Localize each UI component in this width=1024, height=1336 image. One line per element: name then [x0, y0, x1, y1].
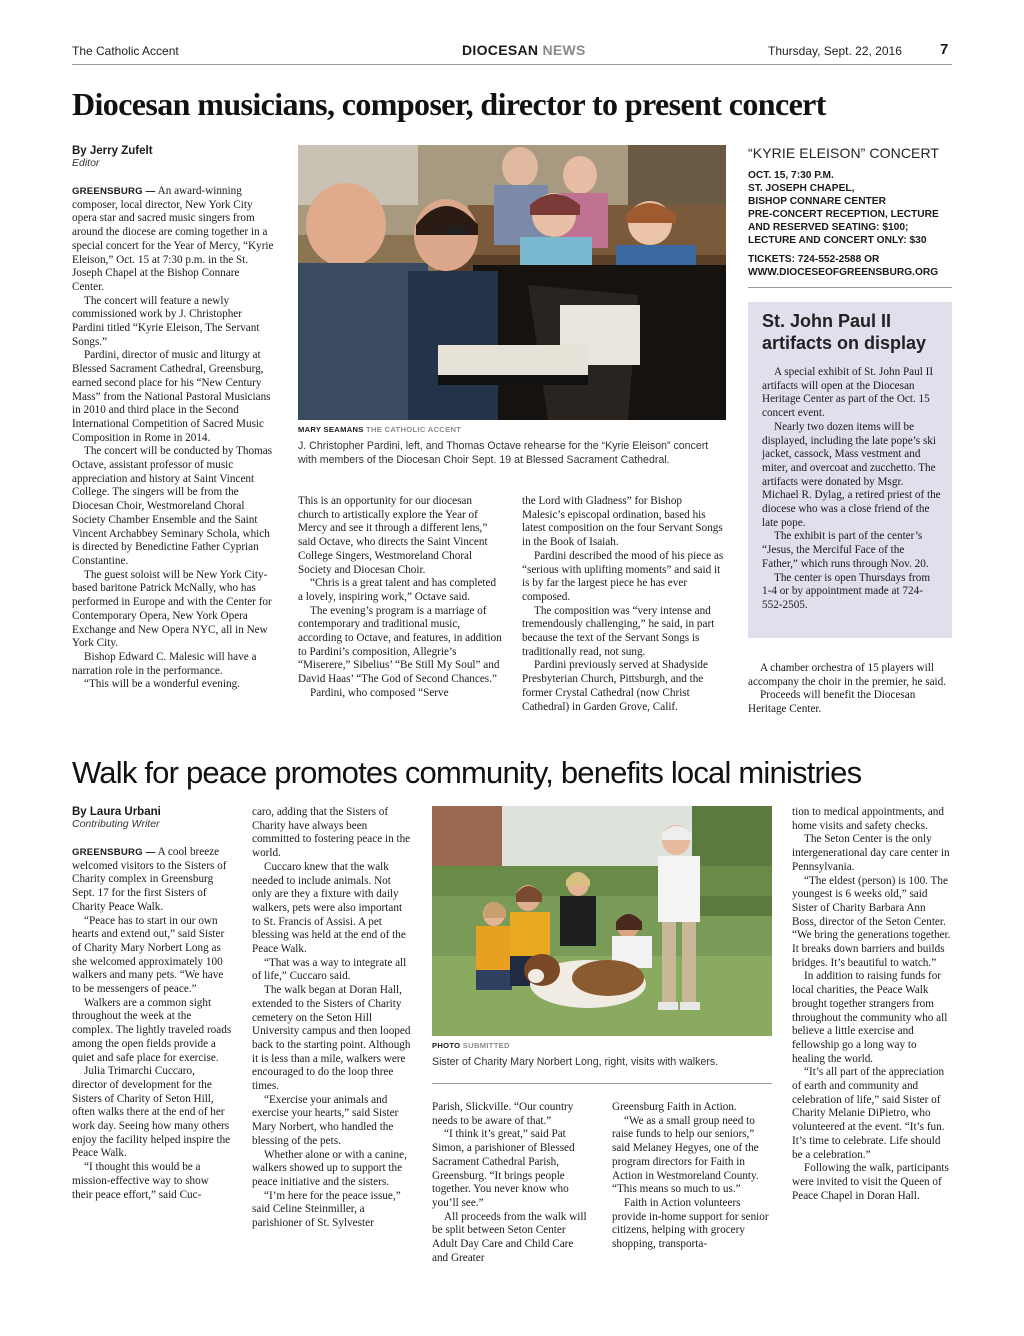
story2-paragraph: “Exercise your animals and exercise your hearts,” said Sister Mary Norbert, who handled the blessing of the pets.: [252, 1093, 399, 1147]
story2-paragraph: Julia Trimarchi Cuccaro, director of development for the Sisters of Charity of Seton Hill, often walks there at the end of her work day. Seeing how many others enjoy the facility helped inspire the Peace Walk.: [72, 1065, 231, 1160]
story2-photo-caption: Sister of Charity Mary Norbert Long, right, visits with walkers.: [432, 1056, 719, 1068]
concert-tickets-url: WWW.DIOCESEOFGREENSBURG.ORG: [748, 267, 939, 278]
story1-paragraph: The concert will be conducted by Thomas Octave, assistant professor of music appreciation and history at Saint Vincent College. The singers will be from the Diocesan Choir, Westmoreland Choral Society Chamber Ensemble and the Saint Vincent Archabbey Seminary Schola, which is directed by Benedictine Father Cyprian Constantine.: [72, 445, 273, 567]
artifacts-sidebar: [748, 302, 952, 638]
story1-photo-credit: [298, 425, 461, 434]
sidebar-paragraph: The exhibit is part of the center’s “Jesus, the Merciful Face of the Father,” which runs through Nov. 20.: [762, 530, 929, 570]
story2-paragraph: “Peace has to start in our own hearts and extend out,” said Sister of Charity Mary Norbert Long as she welcomed approximately 100 walkers and many pets. “We have to be messengers of peace.”: [72, 914, 225, 996]
story2-byline: [72, 806, 232, 830]
story2-paragraph: Whether alone or with a canine, walkers showed up to support the peace initiative and the sisters.: [252, 1148, 407, 1188]
story1-paragraph: the Lord with Gladness” for Bishop Malesic’s episcopal ordination, based his latest composition on the four Servant Songs in the Book of Isaiah.: [522, 495, 723, 549]
story2-byline-name: By Laura Urbani: [72, 806, 161, 818]
story2-photo-rule: [432, 1083, 772, 1084]
peace-walk-photo: [432, 806, 772, 1036]
section-label: [462, 42, 586, 58]
story2-paragraph: tion to medical appointments, and home visits and safety checks.: [792, 806, 944, 832]
story1-column-1: GREENSBURG — An award-winning composer, local director, New York City opera star and sacred music singers from around the diocese are coming together in a special concert for the Year of Mercy, “Kyrie Eleison,” Oct. 15 at 7:30 p.m. in the St. Joseph Chapel at the Bishop Connare Center. The concert will feature a newly commissioned work by J. Christopher Pardini titled “Kyrie Eleison, The Servant Songs.” Pardini, director of music and liturgy at Blessed Sacrament Cathedral, Greensburg, earned second place for his “New Century Mass” from the National Pastoral Musicians in 2010 and third place in the Second International Competition of Sacred Music Composition in Rome in 2014. The concert will be conducted by Thomas Octave, assistant professor of music appreciation and history at Saint Vincent College. The singers will be from the Diocesan Choir, Westmoreland Choral Society Chamber Ensemble and the Saint Vincent Archabbey Seminary Schola, which is directed by Benedictine Father Cyprian Constantine. The guest soloist will be New York City-based baritone Patrick McNally, who has performed in Europe and with the Center for Contemporary Opera, New York Opera Exchange and New Opera NYC, all in New York City. Bishop Edward C. Malesic will have a narration role in the performance. “This will be a wonderful evening.: [72, 185, 274, 691]
story2-column-3: [432, 1101, 592, 1265]
story2-byline-title: Contributing Writer: [72, 818, 160, 830]
story1-paragraph: Proceeds will benefit the Diocesan Heritage Center.: [748, 689, 916, 716]
story1-paragraph: The evening’s program is a marriage of contemporary and traditional music, according to Octave, and features, in addition to Pardini’s composition, Allegrie’s “Miserere,” Sibelius’ “Be Still My Soul” and David Haas’ “The God of Second Chances.”: [298, 604, 502, 686]
story2-paragraph: Faith in Action volunteers provide in-home support for senior citizens, helping with grocery shopping, transporta-: [612, 1196, 769, 1251]
story1-column-3: [522, 495, 726, 714]
story2-paragraph: Greensburg Faith in Action.: [612, 1101, 737, 1113]
story1-paragraph: Pardini, director of music and liturgy at Blessed Sacrament Cathedral, Greensburg, earned second place for his “New Century Mass” from the National Pastoral Musicians in 2010 and third place in the Second International Competition of Sacred Music Composition in Rome in 2014.: [72, 349, 271, 444]
story2-paragraph: Walkers are a common sight throughout the week at the complex. The lightly traveled roads among the open fields provide a quiet and safe place for exercise.: [72, 996, 232, 1064]
story2-photo-credit-bold: PHOTO: [432, 1041, 461, 1050]
story1-column-2: [298, 495, 502, 701]
concert-info: [748, 145, 952, 279]
concert-info-line: AND RESERVED SEATING: $100;: [748, 222, 909, 233]
concert-rehearsal-photo: [298, 145, 726, 420]
story1-paragraph: “Chris is a great talent and has completed a lovely, inspiring work,” Octave said.: [298, 577, 497, 603]
artifacts-sidebar-body: [762, 366, 942, 613]
story1-photo-credit-bold: MARY SEAMANS: [298, 425, 364, 434]
story1-dateline: GREENSBURG —: [72, 186, 156, 197]
story1-byline-name: By Jerry Zufelt: [72, 145, 153, 157]
issue-date: Thursday, Sept. 22, 2016: [768, 44, 902, 58]
story2-paragraph: The walk began at Doran Hall, extended to the Sisters of Charity cemetery on the Seton Hill University campus and then looped back to the starting point. Although it is less than a mile, walkers were encouraged to do the loop three times.: [252, 984, 411, 1093]
story2-photo-credit-light: SUBMITTED: [462, 1041, 510, 1050]
story1-paragraph: Bishop Edward C. Malesic will have a narration role in the performance.: [72, 650, 257, 677]
story1-byline-title: Editor: [72, 157, 100, 169]
sidebar-paragraph: A special exhibit of St. John Paul II artifacts will open at the Diocesan Heritage Center as part of the Oct. 15 concert event.: [762, 366, 934, 420]
section-label-bold: DIOCESAN: [462, 42, 539, 58]
story2-paragraph: “It’s all part of the appreciation of earth and community and celebration of life,” said Sister of Charity Melanie DiPietro, who volunteered at the event. “It’s fun. It’s time to celebrate. Life should be a celebration.”: [792, 1066, 945, 1161]
story2-paragraph: “I think it’s great,” said Pat Simon, a parishioner of Blessed Sacrament Cathedral Parish, Greensburg. “It brings people together. You never know who you’ll see.”: [432, 1128, 575, 1209]
story2-paragraph: In addition to raising funds for local charities, the Peace Walk brought together strangers from throughout the community who all believe a little exercise and fellowship go a long way to healing the world.: [792, 970, 948, 1065]
story1-paragraph: A chamber orchestra of 15 players will accompany the choir in the premier, he said.: [748, 662, 947, 688]
sidebar-paragraph: The center is open Thursdays from 1-4 or by appointment made at 724-552-2505.: [762, 571, 931, 611]
story2-paragraph: “We as a small group need to raise funds to help our seniors,” said Melaney Hegyes, one of the program directors for Faith in Action in Westmoreland County. “This means so much to us.”: [612, 1114, 759, 1196]
story2-dateline: GREENSBURG —: [72, 847, 156, 858]
story2-paragraph: Following the walk, participants were invited to visit the Queen of Peace Chapel in Doran Hall.: [792, 1162, 949, 1202]
story2-paragraph: “I’m here for the peace issue,” said Celine Steinmiller, a parishioner of St. Sylvester: [252, 1189, 401, 1230]
story1-photo-caption: J. Christopher Pardini, left, and Thomas Octave rehearse for the “Kyrie Eleison” concert with members of the Diocesan Choir Sept. 19 at Blessed Sacrament Cathedral.: [298, 440, 709, 466]
story2-paragraph: “The eldest (person) is 100. The youngest is 6 weeks old,” said Sister of Charity Barbara Ann Boss, director of the Seton Center. “We bring the generations together. It breaks down barriers and builds bridges. It’s beautiful to watch.”: [792, 874, 951, 969]
story2-column-2: [252, 806, 412, 1231]
concert-info-line: OCT. 15, 7:30 P.M.: [748, 170, 834, 181]
story2-paragraph: Cuccaro knew that the walk needed to include animals. Not only are they a fixture with daily walkers, pets were also important to St. Francis of Assisi. A pet blessing was held at the end of the Peace Walk.: [252, 860, 406, 956]
story1-paragraph: This is an opportunity for our diocesan church to artistically explore the Year of Mercy and see it through a different lens,” said Octave, who directs the Saint Vincent College Singers, Westmoreland Choral Society and Diocesan Choir.: [298, 495, 488, 576]
story1-column-4: [748, 662, 952, 717]
story2-paragraph: Parish, Slickville. “Our country needs to be aware of that.”: [432, 1101, 574, 1127]
story2-column-1: GREENSBURG — A cool breeze welcomed visitors to the Sisters of Charity complex in Greensburg Sept. 17 for the first Sisters of Charity Peace Walk. “Peace has to start in our own hearts and extend out,” said Sister of Charity Mary Norbert Long as she welcomed approximately 100 walkers and many pets. “We have to be messengers of peace.” Walkers are a common sight throughout the week at the complex. The lightly traveled roads among the open fields provide a quiet and safe place for exercise. Julia Trimarchi Cuccaro, director of development for the Sisters of Charity of Seton Hill, often walks there at the end of her work day. Seeing how many others enjoy the facility helped inspire the Peace Walk. “I thought this would be a mission-effective way to show their peace effort,” said Cuc-: [72, 846, 232, 1201]
publication-name: The Catholic Accent: [72, 44, 179, 58]
story2-paragraph: “That was a way to integrate all of life,” Cuccaro said.: [252, 956, 407, 983]
concert-info-line: ST. JOSEPH CHAPEL,: [748, 183, 855, 194]
concert-info-title: “KYRIE ELEISON” CONCERT: [748, 145, 940, 161]
concert-info-line: BISHOP CONNARE CENTER: [748, 196, 886, 207]
page-number: 7: [940, 41, 949, 58]
header-rule: [72, 64, 952, 65]
story1-paragraph: Pardini, who composed “Serve: [310, 686, 449, 699]
concert-info-line: LECTURE AND CONCERT ONLY: $30: [748, 235, 927, 246]
concert-info-line: PRE-CONCERT RECEPTION, LECTURE: [748, 209, 939, 220]
concert-tickets-line: TICKETS: 724-552-2588 OR: [748, 254, 880, 265]
story1-paragraph: The composition was “very intense and tremendously challenging,” he said, in part because the text of the Servant Songs is traditionally read, not sung.: [522, 604, 715, 658]
story1-paragraph: The guest soloist will be New York City-based baritone Patrick McNally, who has performed in Europe and with the Center for Contemporary Opera, New York Opera Exchange and New Opera NYC, all in New York City.: [72, 568, 272, 650]
story2-paragraph: All proceeds from the walk will be split between Seton Center Adult Day Care and Child Care and Greater: [432, 1210, 587, 1264]
story2-column-5: [792, 806, 952, 1203]
concert-info-rule: [748, 287, 952, 288]
story1-paragraph: Pardini previously served at Shadyside Presbyterian Church, Pittsburgh, and the former Crystal Cathedral (now Christ Cathedral) in Garden Grove, Calif.: [522, 659, 708, 713]
story1-byline: [72, 145, 272, 169]
story1-headline: Diocesan musicians, composer, director to present concert: [72, 86, 826, 122]
story2-column-4: [612, 1101, 772, 1252]
story2-paragraph: The Seton Center is the only intergenerational day care center in Pennsylvania.: [792, 833, 950, 873]
story1-photo-credit-light: THE CATHOLIC ACCENT: [366, 425, 462, 434]
story1-paragraph: Pardini described the mood of his piece as “serious with uplifting moments” and said it is by far the largest piece he has ever composed.: [522, 549, 724, 603]
story1-paragraph: “This will be a wonderful evening.: [84, 678, 240, 691]
section-label-light: NEWS: [542, 42, 586, 58]
sidebar-paragraph: Nearly two dozen items will be displayed, including the late pope’s ski jacket, cassock, Mass vestment and miter, and overcoat and zucchetto. The artifacts were donated by Msgr. Michael R. Dylag, a retired priest of the diocese who was a close friend of the late pope.: [762, 420, 941, 529]
story2-paragraph: “I thought this would be a mission-effective way to show their peace effort,” said Cuc-: [72, 1161, 209, 1201]
story1-paragraph: The concert will feature a newly commissioned work by J. Christopher Pardini titled “Kyrie Eleison, The Servant Songs.”: [72, 294, 260, 348]
artifacts-sidebar-headline: St. John Paul II artifacts on display: [762, 311, 927, 353]
story2-paragraph: caro, adding that the Sisters of Charity have always been committed to fostering peace in the world.: [252, 806, 411, 860]
story2-headline: Walk for peace promotes community, benefits local ministries: [72, 755, 862, 790]
story2-photo-credit: [432, 1041, 510, 1050]
